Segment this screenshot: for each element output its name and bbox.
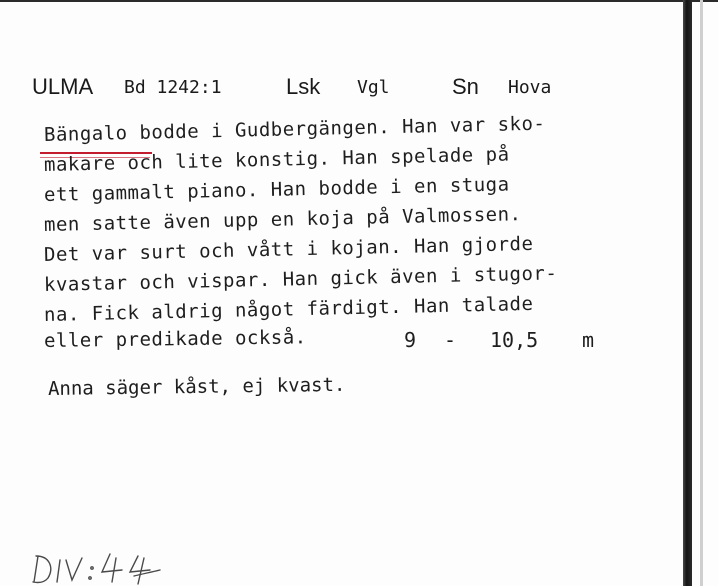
parish-value: Hova xyxy=(508,77,552,98)
parish-label: Sn xyxy=(452,74,479,99)
region-value: Vgl xyxy=(357,77,390,98)
measure-unit: m xyxy=(582,328,595,352)
body-line: eller predikade också. xyxy=(43,326,307,352)
body-line: men satte även upp en koja på Valmossen. xyxy=(43,203,522,236)
card-header xyxy=(0,74,690,110)
measure-dash: - xyxy=(444,328,457,352)
archive-code: ULMA xyxy=(32,74,94,99)
body-line: na. Fick aldrig något färdigt. Han talade xyxy=(43,292,534,326)
card-top-edge xyxy=(0,0,718,2)
handwritten-mark xyxy=(30,548,190,586)
region-label: Lsk xyxy=(286,74,321,99)
body-line: Bängalo bodde i Gudbergängen. Han var sko- xyxy=(43,112,546,146)
body-line: makare och lite konstig. Han spelade på xyxy=(43,143,510,176)
body-line: ett gammalt piano. Han bodde i en stuga xyxy=(43,173,510,206)
measure-to: 10,5 xyxy=(490,328,539,352)
body-line: kvastar och vispar. Han gick även i stugor- xyxy=(43,262,558,296)
measure-from: 9 xyxy=(404,328,417,352)
card-right-edge-highlight xyxy=(700,0,703,586)
body-line: Det var surt och vått i kojan. Han gjorde xyxy=(43,232,534,266)
volume-number: Bd 1242:1 xyxy=(124,77,222,98)
pronunciation-note: Anna säger kåst, ej kvast. xyxy=(47,373,346,400)
